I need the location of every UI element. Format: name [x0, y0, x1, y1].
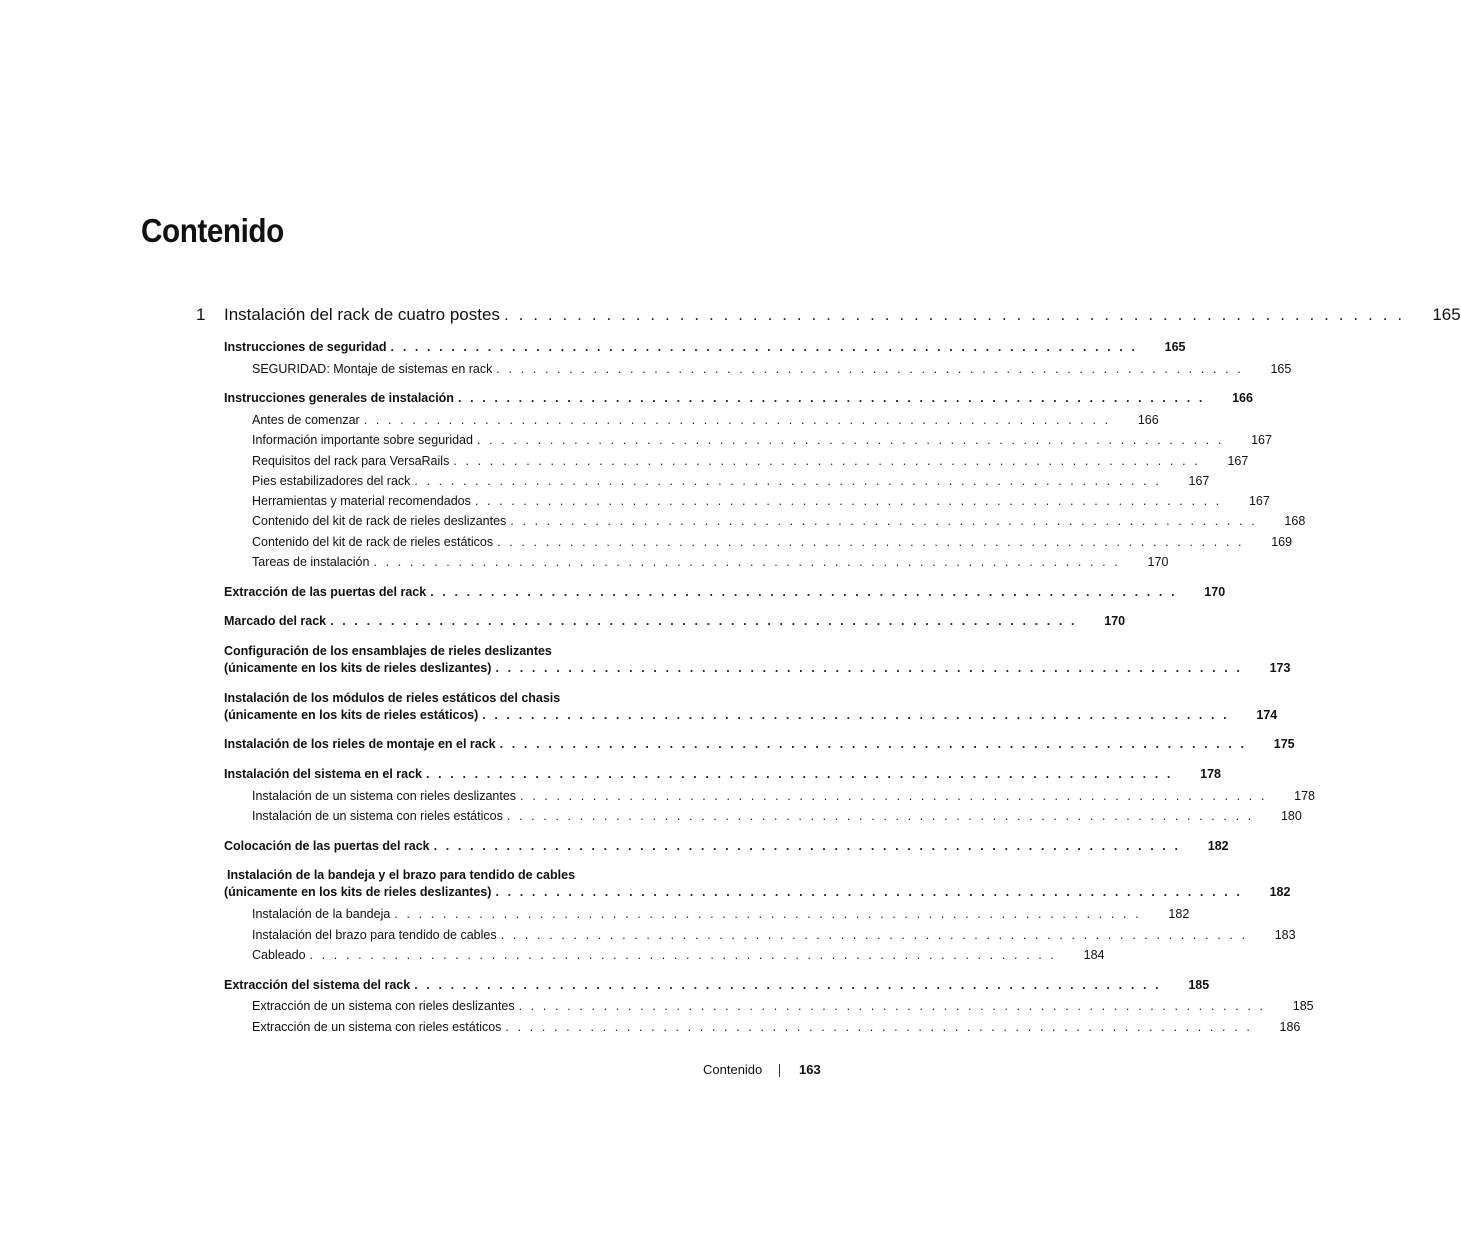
toc-page-number: 167 — [1227, 454, 1249, 468]
toc-section-entry[interactable] — [224, 978, 1210, 992]
toc-entry-title: (únicamente en los kits de rieles estáticos) — [224, 708, 479, 722]
toc-page-number: 173 — [1269, 661, 1291, 675]
toc-page-number: 185 — [1188, 978, 1210, 992]
toc-page-number: 165 — [1270, 362, 1292, 376]
leader-dots: . . . . . . . . . . . . . . . . . . . . . . . . . . . . . . . . . . . . . . . . . . . . . . . . . . . . . . . . . . . . . . — [506, 809, 1254, 823]
toc-entry-title: Información importante sobre seguridad — [252, 433, 473, 447]
toc-section-entry[interactable] — [224, 661, 1291, 675]
toc-page-number: 166 — [1232, 391, 1253, 405]
leader-dots: . . . . . . . . . . . . . . . . . . . . . . . . . . . . . . . . . . . . . . . . . . . . . . . . . . . . . . . . . . . . . . — [426, 767, 1173, 781]
toc-subsection-entry[interactable] — [252, 555, 1169, 569]
toc-entry-title: Herramientas y material recomendados — [252, 494, 471, 508]
leader-dots: . . . . . . . . . . . . . . . . . . . . . . . . . . . . . . . . . . . . . . . . . . . . . . . . . . . . . . . . . . . . . . — [414, 978, 1162, 992]
toc-page-number: 174 — [1256, 708, 1278, 722]
toc-page-number: 170 — [1104, 614, 1126, 628]
toc-page-number: 185 — [1292, 999, 1314, 1013]
leader-dots: . . . . . . . . . . . . . . . . . . . . . . . . . . . . . . . . . . . . . . . . . . . . . . . . . . . . . . . . . . . . . . — [309, 948, 1057, 962]
toc-entry-title: Instrucciones generales de instalación — [224, 391, 454, 405]
toc-entry-title: Marcado del rack — [224, 614, 327, 628]
page-title: Contenido — [141, 212, 284, 249]
toc-entry-title: Requisitos del rack para VersaRails — [252, 454, 450, 468]
leader-dots: . . . . . . . . . . . . . . . . . . . . . . . . . . . . . . . . . . . . . . . . . . . . . . . . . . . . . . . . . . . . . . — [500, 928, 1248, 942]
toc-page-number: 182 — [1168, 907, 1190, 921]
leader-dots: . . . . . . . . . . . . . . . . . . . . . . . . . . . . . . . . . . . . . . . . . . . . . . . . . . . . . . . . . . . . . . — [495, 885, 1243, 899]
toc-subsection-entry[interactable] — [252, 809, 1302, 823]
toc-section-entry[interactable] — [224, 585, 1226, 599]
toc-subsection-entry[interactable] — [252, 514, 1306, 528]
toc-section-entry[interactable] — [224, 614, 1126, 628]
toc-entry-title: Tareas de instalación — [252, 555, 370, 569]
toc-subsection-entry[interactable] — [252, 433, 1272, 447]
toc-subsection-entry[interactable] — [252, 948, 1105, 962]
toc-subsection-entry[interactable] — [252, 474, 1210, 488]
toc-page-number: 182 — [1207, 839, 1229, 853]
leader-dots: . . . . . . . . . . . . . . . . . . . . . . . . . . . . . . . . . . . . . . . . . . . . . . . . . . . . . . . . . . . . . . — [496, 362, 1244, 376]
leader-dots: . . . . . . . . . . . . . . . . . . . . . . . . . . . . . . . . . . . . . . . . . . . . . . . . . . . . . . . . . . . . . . — [520, 789, 1268, 803]
toc-entry-title: Instalación de la bandeja — [252, 907, 391, 921]
leader-dots: . . . . . . . . . . . . . . . . . . . . . . . . . . . . . . . . . . . . . . . . . . . . . . . . . . . . . . . . . . . . . . — [505, 1020, 1253, 1034]
toc-entry-title: Instalación de los rieles de montaje en el rack — [224, 737, 496, 751]
leader-dots: . . . . . . . . . . . . . . . . . . . . . . . . . . . . . . . . . . . . . . . . . . . . . . . . . . . . . . . . . . . . . . — [330, 614, 1078, 628]
leader-dots: . . . . . . . . . . . . . . . . . . . . . . . . . . . . . . . . . . . . . . . . . . . . . . . . . . . . . . . . . . . . . . — [503, 305, 1405, 324]
toc-entry-title-line1: Instalación de los módulos de rieles estáticos del chasis — [224, 691, 561, 705]
toc-entry-title-line1: Configuración de los ensamblajes de rieles deslizantes — [224, 644, 552, 658]
leader-dots: . . . . . . . . . . . . . . . . . . . . . . . . . . . . . . . . . . . . . . . . . . . . . . . . . . . . . . . . . . . . . . — [433, 839, 1181, 853]
leader-dots: . . . . . . . . . . . . . . . . . . . . . . . . . . . . . . . . . . . . . . . . . . . . . . . . . . . . . . . . . . . . . . — [414, 474, 1162, 488]
toc-entry-title: Colocación de las puertas del rack — [224, 839, 430, 853]
leader-dots: . . . . . . . . . . . . . . . . . . . . . . . . . . . . . . . . . . . . . . . . . . . . . . . . . . . . . . . . . . . . . . — [499, 737, 1247, 751]
leader-dots: . . . . . . . . . . . . . . . . . . . . . . . . . . . . . . . . . . . . . . . . . . . . . . . . . . . . . . . . . . . . . . — [474, 494, 1222, 508]
toc-subsection-entry[interactable] — [252, 413, 1159, 427]
toc-subsection-entry[interactable] — [252, 999, 1314, 1013]
footer-section-label: Contenido — [703, 1062, 763, 1077]
leader-dots: . . . . . . . . . . . . . . . . . . . . . . . . . . . . . . . . . . . . . . . . . . . . . . . . . . . . . . . . . . . . . . — [495, 661, 1243, 675]
toc-entry-title: (únicamente en los kits de rieles deslizantes) — [224, 885, 492, 899]
leader-dots: . . . . . . . . . . . . . . . . . . . . . . . . . . . . . . . . . . . . . . . . . . . . . . . . . . . . . . . . . . . . . . — [394, 907, 1142, 921]
toc-page-number: 184 — [1083, 948, 1105, 962]
toc-section-entry[interactable] — [224, 708, 1278, 722]
toc-page-number: 180 — [1280, 809, 1302, 823]
toc-page-number: 167 — [1248, 494, 1270, 508]
toc-section-entry[interactable] — [224, 885, 1291, 899]
footer-page-number: 163 — [799, 1062, 821, 1077]
toc-page-number: 167 — [1188, 474, 1210, 488]
toc-entry-title: Extracción de un sistema con rieles deslizantes — [252, 999, 515, 1013]
toc-page-number: 167 — [1251, 433, 1272, 447]
leader-dots: . . . . . . . . . . . . . . . . . . . . . . . . . . . . . . . . . . . . . . . . . . . . . . . . . . . . . . . . . . . . . . — [476, 433, 1224, 447]
toc-entry-title: Instalación del sistema en el rack — [224, 767, 423, 781]
toc-entry-title: (únicamente en los kits de rieles deslizantes) — [224, 661, 492, 675]
toc-subsection-entry[interactable] — [252, 454, 1249, 468]
toc-section-entry[interactable] — [224, 391, 1253, 405]
toc-subsection-entry[interactable] — [252, 789, 1316, 803]
toc-section-entry[interactable] — [224, 340, 1186, 354]
toc-page-number: 166 — [1137, 413, 1159, 427]
toc-entry-title: Extracción de un sistema con rieles estáticos — [252, 1020, 502, 1034]
toc-page-number: 170 — [1147, 555, 1169, 569]
toc-subsection-entry[interactable] — [252, 928, 1296, 942]
toc-subsection-entry[interactable] — [252, 535, 1293, 549]
toc-entry-title: Contenido del kit de rack de rieles deslizantes — [252, 514, 507, 528]
toc-page-number: 165 — [1432, 305, 1461, 324]
leader-dots: . . . . . . . . . . . . . . . . . . . . . . . . . . . . . . . . . . . . . . . . . . . . . . . . . . . . . . . . . . . . . . — [430, 585, 1178, 599]
toc-chapter-title: Instalación del rack de cuatro postes — [224, 305, 500, 324]
toc-entry-title: Instalación del brazo para tendido de cables — [252, 928, 497, 942]
toc-page-number: 178 — [1200, 767, 1221, 781]
toc-subsection-entry[interactable] — [252, 494, 1270, 508]
toc-subsection-entry[interactable] — [252, 1020, 1301, 1034]
toc-entry-title: Pies estabilizadores del rack — [252, 474, 411, 488]
toc-chapter-entry[interactable] — [224, 305, 1461, 325]
toc-section-entry[interactable] — [224, 839, 1229, 853]
toc-entry-title: SEGURIDAD: Montaje de sistemas en rack — [252, 362, 493, 376]
toc-subsection-entry[interactable] — [252, 362, 1292, 376]
toc-page-number: 182 — [1269, 885, 1291, 899]
toc-page-number: 168 — [1284, 514, 1306, 528]
toc-entry-title: Contenido del kit de rack de rieles estáticos — [252, 535, 494, 549]
toc-entry-title: Extracción del sistema del rack — [224, 978, 411, 992]
leader-dots: . . . . . . . . . . . . . . . . . . . . . . . . . . . . . . . . . . . . . . . . . . . . . . . . . . . . . . . . . . . . . . — [482, 708, 1230, 722]
leader-dots: . . . . . . . . . . . . . . . . . . . . . . . . . . . . . . . . . . . . . . . . . . . . . . . . . . . . . . . . . . . . . . — [518, 999, 1266, 1013]
toc-section-entry[interactable] — [224, 767, 1221, 781]
chapter-number: 1 — [196, 305, 206, 324]
toc-page-number: 186 — [1279, 1020, 1301, 1034]
toc-page-number: 183 — [1274, 928, 1296, 942]
toc-page-number: 178 — [1294, 789, 1316, 803]
toc-page-number: 169 — [1271, 535, 1293, 549]
toc-entry-title: Instalación de un sistema con rieles estáticos — [252, 809, 503, 823]
toc-entry-title: Instrucciones de seguridad — [224, 340, 387, 354]
footer-divider — [779, 1064, 780, 1077]
toc-entry-title: Extracción de las puertas del rack — [224, 585, 427, 599]
leader-dots: . . . . . . . . . . . . . . . . . . . . . . . . . . . . . . . . . . . . . . . . . . . . . . . . . . . . . . . . . . . . . . — [510, 514, 1258, 528]
toc-entry-title: Instalación de un sistema con rieles deslizantes — [252, 789, 517, 803]
toc-subsection-entry[interactable] — [252, 907, 1190, 921]
toc-entry-title: Antes de comenzar — [252, 413, 360, 427]
toc-page-number: 165 — [1164, 340, 1186, 354]
leader-dots: . . . . . . . . . . . . . . . . . . . . . . . . . . . . . . . . . . . . . . . . . . . . . . . . . . . . . . . . . . . . . . — [457, 391, 1205, 405]
leader-dots: . . . . . . . . . . . . . . . . . . . . . . . . . . . . . . . . . . . . . . . . . . . . . . . . . . . . . . . . . . . . . . — [390, 340, 1138, 354]
leader-dots: . . . . . . . . . . . . . . . . . . . . . . . . . . . . . . . . . . . . . . . . . . . . . . . . . . . . . . . . . . . . . . — [363, 413, 1111, 427]
toc-page-number: 170 — [1204, 585, 1226, 599]
toc-entry-title: Cableado — [252, 948, 306, 962]
leader-dots: . . . . . . . . . . . . . . . . . . . . . . . . . . . . . . . . . . . . . . . . . . . . . . . . . . . . . . . . . . . . . . — [373, 555, 1121, 569]
leader-dots: . . . . . . . . . . . . . . . . . . . . . . . . . . . . . . . . . . . . . . . . . . . . . . . . . . . . . . . . . . . . . . — [453, 454, 1201, 468]
toc-entry-title-line1: Instalación de la bandeja y el brazo para tendido de cables — [227, 868, 576, 882]
leader-dots: . . . . . . . . . . . . . . . . . . . . . . . . . . . . . . . . . . . . . . . . . . . . . . . . . . . . . . . . . . . . . . — [497, 535, 1245, 549]
toc-page-number: 175 — [1273, 737, 1295, 751]
toc-section-entry[interactable] — [224, 737, 1295, 751]
